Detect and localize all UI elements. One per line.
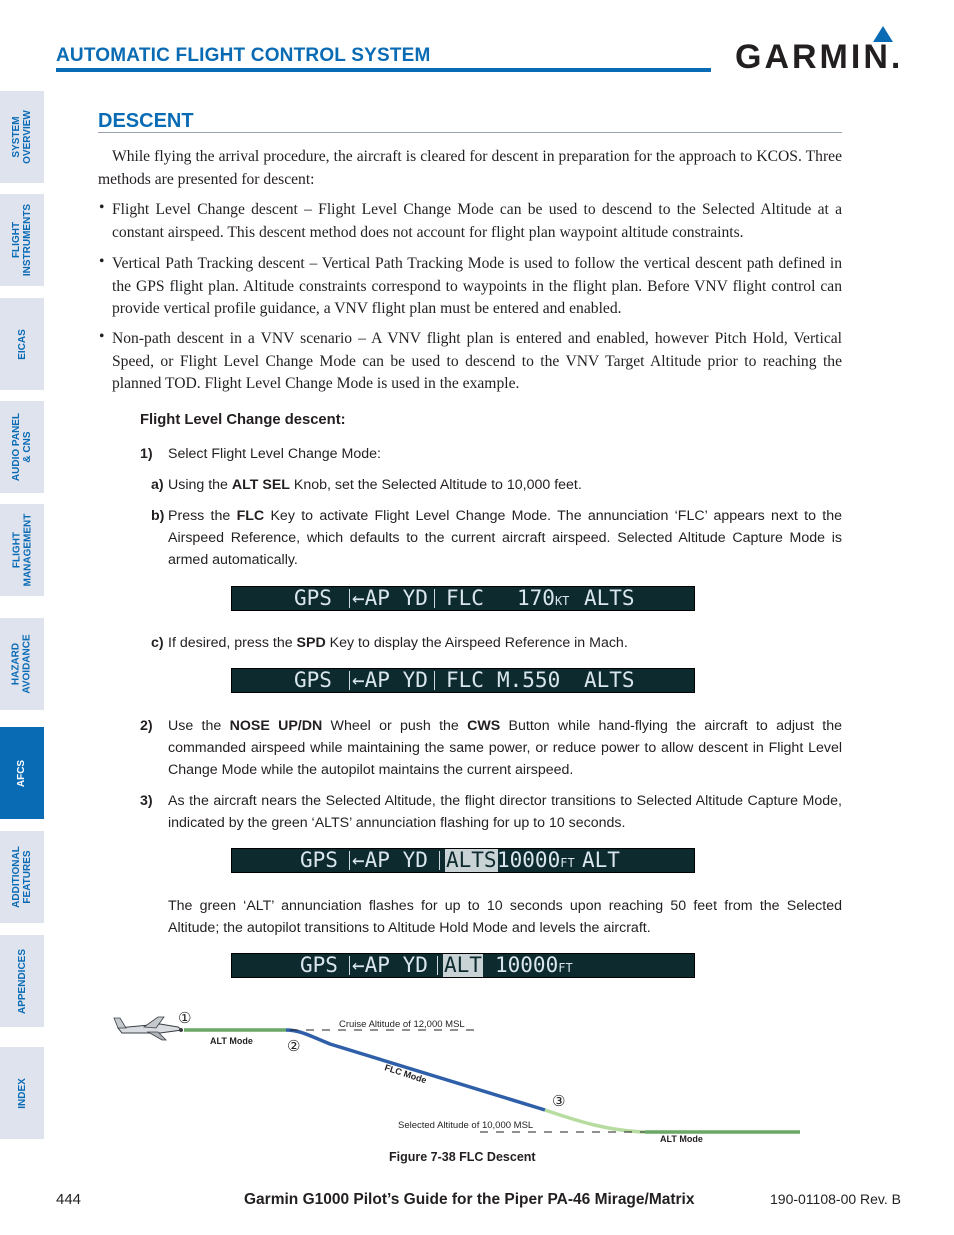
page-number: 444 [56,1191,82,1208]
tab-afcs[interactable]: AFCS [0,727,44,819]
cws-button: CWS [467,718,501,734]
annunciator-bar-alt [231,953,695,978]
annunciator-bar-alts [231,848,695,873]
reference-value: 170KT [517,586,570,610]
flc-mode-label: FLC Mode [383,1062,428,1086]
step1b-number: b) [151,508,165,524]
bullet-dot: • [99,328,105,345]
step1a-text: Using the ALT SEL Knob, set the Selected Altitude to 10,000 feet. [168,477,582,493]
ap-yd-status: ←AP YD [352,586,428,610]
aircraft-icon [114,1017,183,1040]
cruise-altitude-label: Cruise Altitude of 12,000 MSL [339,1019,465,1030]
step1c-text: If desired, press the SPD Key to display the Airspeed Reference in Mach. [168,635,628,651]
tab-eicas[interactable]: EICAS [0,298,44,390]
vertical-mode: ALT [444,953,482,977]
tab-flight-instruments[interactable]: FLIGHT INSTRUMENTS [0,194,44,286]
garmin-logo [735,26,904,76]
reference-value: M.550 [497,668,561,692]
ap-yd-status: ←AP YD [352,668,428,692]
document-number: 190-01108-00 Rev. B [770,1191,902,1207]
annunciator-bar-flc-170 [231,586,695,611]
ap-yd-status: ←AP YD [352,953,428,977]
tab-flight-management[interactable]: FLIGHT MANAGEMENT [0,504,44,596]
marker-1: ① [178,1009,192,1027]
step2-text: Use the NOSE UP/DN Wheel or push the CWS Button while hand-flying the aircraft to adjust the commanded airspeed while maintaining the same power, or reduce power to allow descent in Flight Level Change Mode while the autopilot maintains the current airspeed. [168,718,842,778]
step1b-text: Press the FLC Key to activate Flight Level Change Mode. The annunciation ‘FLC’ appears next to the Airspeed Reference, which defaults to the current aircraft airspeed. Selected Altitude Capture Mode is armed automatically. [168,508,842,568]
step1c-number: c) [151,635,164,651]
bullet-flc-descent: Flight Level Change descent – Flight Level Change Mode can be used to descend to the Selected Altitude at a constant airspeed. This descent method does not account for flight plan waypoint altitude constraints. [112,201,842,241]
tab-audio-panel-cns[interactable]: AUDIO PANEL & CNS [0,401,44,493]
step1-number: 1) [140,446,153,462]
armed-mode: ALTS [584,586,635,610]
tab-index[interactable]: INDEX [0,1047,44,1139]
figure-caption: Figure 7-38 FLC Descent [389,1150,536,1164]
section-title: DESCENT [98,110,194,132]
lateral-mode: GPS [300,953,338,977]
bullet-dot: • [99,199,105,216]
section-rule [98,132,842,133]
alts-capture-segment [545,1110,645,1132]
annunciator-bar-flc-mach [231,668,695,693]
selected-altitude-label: Selected Altitude of 10,000 MSL [398,1120,534,1131]
armed-mode: ALTS [584,668,635,692]
step2-number: 2) [140,718,153,734]
flc-key: FLC [236,508,265,524]
step3-text: As the aircraft nears the Selected Altitude, the flight director transitions to Selected Altitude Capture Mode, indicated by the green ‘ALTS’ annunciation flashing for up to 10 seconds. [168,793,842,831]
tab-additional-features[interactable]: ADDITIONAL FEATURES [0,831,44,923]
reference-value: 10000FT [497,848,575,872]
intro-paragraph: While flying the arrival procedure, the aircraft is cleared for descent in preparation for the approach to KCOS. Three methods are presented for descent: [98,148,842,188]
procedure-subhead: Flight Level Change descent: [140,412,346,428]
vertical-mode: FLC [446,586,484,610]
alt-sel-key: ALT SEL [231,477,290,493]
step1-text: Select Flight Level Change Mode: [168,446,381,462]
tab-appendices[interactable]: APPENDICES [0,935,44,1027]
lateral-mode: GPS [300,848,338,872]
bullet-vpt-descent: Vertical Path Tracking descent – Vertical Path Tracking Mode is used to follow the vertical descent path defined in the GPS flight plan. Altitude constraints correspond to waypoints in the flight plan. Before VNV flight control can provide vertical profile guidance, a VNV flight plan must be entered and enabled. [112,255,842,317]
lateral-mode: GPS [294,668,332,692]
step3-note: The green ‘ALT’ annunciation flashes for up to 10 seconds upon reaching 50 feet from the Selected Altitude; the autopilot transitions to Altitude Hold Mode and levels the aircraft. [168,898,842,936]
header-rule [56,68,711,72]
step1a-number: a) [151,477,164,493]
alt-mode-label-1: ALT Mode [210,1036,253,1046]
armed-mode: ALT [582,848,620,872]
tab-hazard-avoidance[interactable]: HAZARD AVOIDANCE [0,618,44,710]
flc-descent-figure [100,1000,820,1150]
lateral-mode: GPS [294,586,332,610]
header-title: AUTOMATIC FLIGHT CONTROL SYSTEM [56,45,431,66]
step3-number: 3) [140,793,153,809]
marker-3: ③ [552,1092,566,1110]
bullet-nonpath-descent: Non-path descent in a VNV scenario – A VNV flight plan is entered and enabled, however Pitch Hold, Vertical Speed, or Flight Level Change Mode can be used to descend to the VNV Target Altitude prior to reaching the planned TOD. Flight Level Change Mode is used in the example. [112,330,842,392]
footer-title: Garmin G1000 Pilot’s Guide for the Piper PA-46 Mirage/Matrix [244,1191,695,1208]
garmin-logo-text: GARMIN. [735,38,904,76]
flc-mode-segment [286,1030,545,1110]
vertical-mode: FLC [446,668,484,692]
vertical-mode: ALTS [446,848,497,872]
tab-system-overview[interactable]: SYSTEM OVERVIEW [0,91,44,183]
nose-up-dn-wheel: NOSE UP/DN [229,718,323,734]
bullet-dot: • [99,253,105,270]
marker-2: ② [287,1037,301,1055]
reference-value: 10000FT [495,953,573,977]
ap-yd-status: ←AP YD [352,848,428,872]
spd-key: SPD [296,635,326,651]
alt-mode-label-2: ALT Mode [660,1134,703,1144]
